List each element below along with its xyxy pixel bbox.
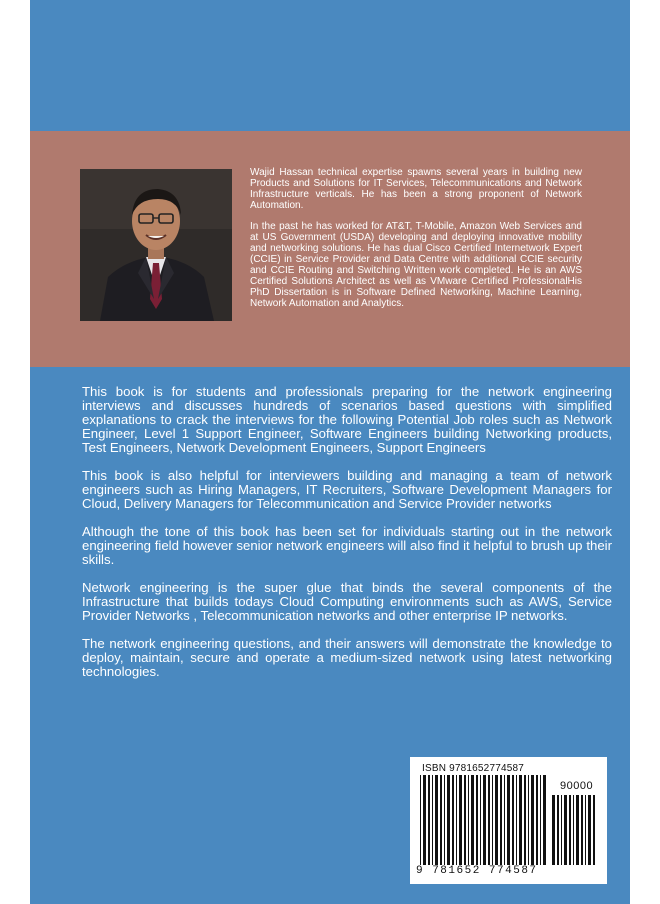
barcode-bar bbox=[488, 775, 490, 865]
barcode-bar bbox=[428, 775, 430, 865]
barcode-bar bbox=[468, 775, 469, 865]
barcode-bar bbox=[569, 795, 571, 865]
isbn-barcode bbox=[410, 757, 607, 884]
barcode-bar bbox=[432, 775, 433, 865]
barcode-bar bbox=[504, 775, 505, 865]
barcode-bar bbox=[444, 775, 445, 865]
barcode-bar bbox=[585, 795, 586, 865]
cover-top-band bbox=[30, 0, 630, 130]
description-paragraph: This book is also helpful for interviewers building and managing a team of network engineers such as Hiring Managers, IT Recruiters, Software Development Managers for Cloud, Delivery Managers for Telecommunication and Service Provider networks bbox=[82, 468, 612, 511]
author-portrait-image bbox=[80, 169, 232, 321]
barcode-bar bbox=[471, 775, 474, 865]
barcode-bar bbox=[495, 775, 498, 865]
description-paragraph: Network engineering is the super glue that binds the several components of the Infrastructure that builds todays Cloud Computing environments such as AWS, Service Provider Networks , Telecommunication networks and other enterprise IP networks. bbox=[82, 580, 612, 623]
barcode-bar bbox=[516, 775, 517, 865]
barcode-bar bbox=[476, 775, 478, 865]
barcode-bar bbox=[459, 775, 462, 865]
barcode-bar bbox=[500, 775, 502, 865]
barcode-bar bbox=[557, 795, 559, 865]
barcode-bar bbox=[540, 775, 541, 865]
barcode-bar bbox=[420, 775, 421, 865]
barcode-bar bbox=[519, 775, 522, 865]
author-bio-paragraph: In the past he has worked for AT&T, T-Mobile, Amazon Web Services and at US Government (USDA) developing and deploying innovative mobility and networking solutions. He has dual Cisco Certified Internetwork Expert (CCIE) in Service Provider and Data Centre with additional CCIE security and CCIE Routing and Switching Written work completed. He is an AWS Certified Solutions Architect as well as VMware Certified ProfessionalHis PhD Dissertation is in Software Defined Networking, Machine Learning, Network Automation and Analytics. bbox=[250, 221, 582, 309]
barcode-bars bbox=[420, 775, 548, 865]
barcode-bar bbox=[564, 795, 567, 865]
barcode-bar bbox=[423, 775, 426, 865]
barcode-bar bbox=[456, 775, 457, 865]
price-code: 90000 bbox=[560, 780, 594, 792]
barcode-bar bbox=[581, 795, 583, 865]
barcode-bar bbox=[531, 775, 534, 865]
barcode-bar bbox=[524, 775, 526, 865]
barcode-bar bbox=[588, 795, 591, 865]
description-paragraph: Although the tone of this book has been set for individuals starting out in the network engineering field however senior network engineers will also find it helpful to brush up their skills. bbox=[82, 524, 612, 567]
barcode-bar bbox=[528, 775, 529, 865]
barcode-bar bbox=[480, 775, 481, 865]
author-band bbox=[30, 131, 630, 367]
barcode-bar bbox=[552, 795, 555, 865]
author-bio bbox=[250, 167, 582, 319]
author-bio-paragraph: Wajid Hassan technical expertise spawns several years in building new Products and Solutions for IT Services, Telecommunications and Network Infrastructure verticals. He has been a strong proponent of Network Automation. bbox=[250, 167, 582, 211]
supplemental-barcode-bars bbox=[552, 795, 598, 865]
barcode-bar bbox=[573, 795, 574, 865]
barcode-bar bbox=[447, 775, 450, 865]
author-photo bbox=[80, 169, 232, 321]
barcode-bar bbox=[435, 775, 438, 865]
description-paragraph: The network engineering questions, and their answers will demonstrate the knowledge to deploy, maintain, secure and operate a medium-sized network using latest networking technologies. bbox=[82, 636, 612, 679]
barcode-bar bbox=[452, 775, 454, 865]
barcode-bar bbox=[536, 775, 538, 865]
barcode-bar bbox=[507, 775, 510, 865]
isbn-label: ISBN 9781652774587 bbox=[422, 763, 525, 774]
barcode-bar bbox=[561, 795, 562, 865]
description-paragraph: This book is for students and professionals preparing for the network engineering interviews and discusses hundreds of scenarios based questions with simplified explanations to crack the interviews for the following Potential Job roles such as Network Engineer, Level 1 Support Engineer, Software Engineers building Networking products, Test Engineers, Network Development Engineers, Support Engineers bbox=[82, 384, 612, 455]
barcode-bar bbox=[512, 775, 514, 865]
barcode-bar bbox=[492, 775, 493, 865]
barcode-bar bbox=[483, 775, 486, 865]
isbn-digits: 9 781652 774587 bbox=[416, 865, 538, 877]
barcode-bar bbox=[440, 775, 442, 865]
barcode-bar bbox=[576, 795, 579, 865]
barcode-bar bbox=[593, 795, 595, 865]
barcode-bar bbox=[543, 775, 546, 865]
book-back-cover bbox=[30, 0, 630, 904]
barcode-bar bbox=[464, 775, 466, 865]
book-description bbox=[82, 385, 612, 693]
